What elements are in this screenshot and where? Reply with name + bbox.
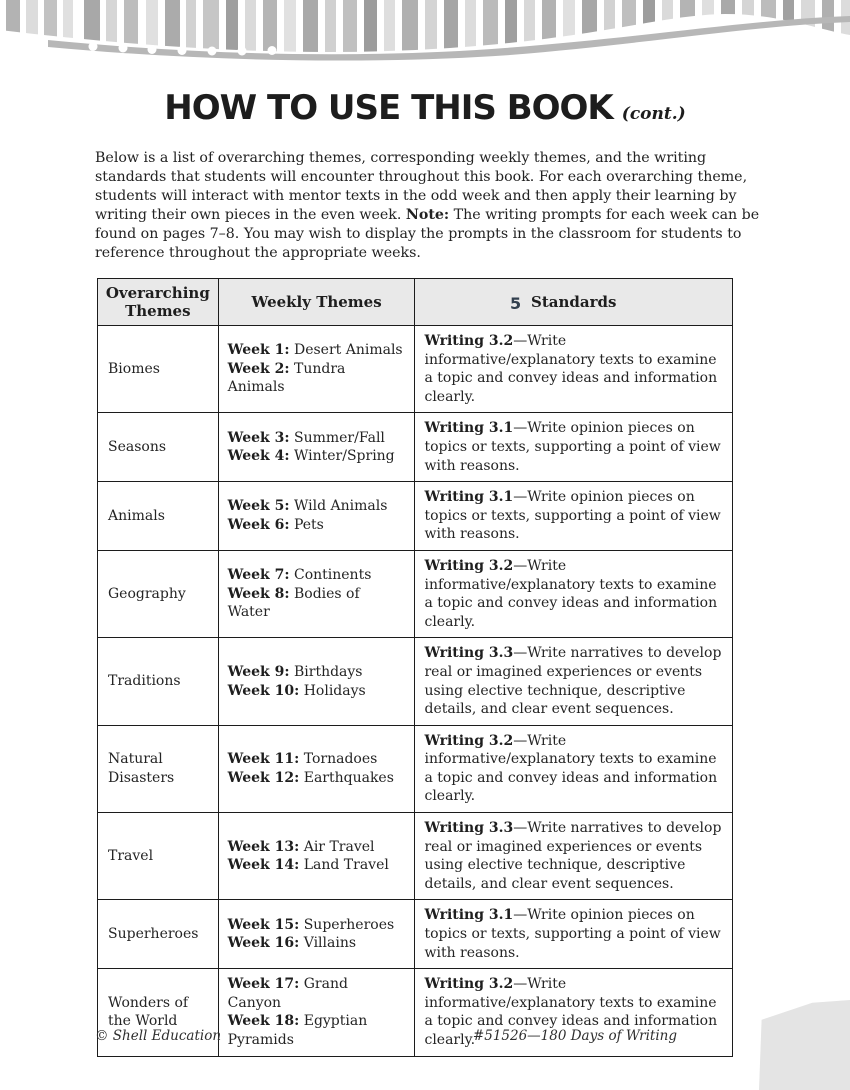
standard-text: —Write opinion pieces on topics or texts, supporting a point of view with reasons. (424, 420, 721, 474)
standard-code: Writing 3.2 (424, 333, 514, 349)
week-line (228, 916, 406, 935)
week-topic: Bodies of Water (227, 585, 360, 621)
overarching-theme-cell (98, 326, 219, 413)
intro-text-before-note: Below is a list of overarching themes, corresponding weekly themes, and the writing standards that students will encounter throughout this book. For each overarching theme, students will interact with mentor texts in the odd week and then apply their learning by writing their own pieces in the even week. (95, 150, 748, 223)
standard-code: Writing 3.1 (424, 907, 514, 924)
week-topic: Earthquakes (303, 769, 394, 786)
theme-label: Geography (108, 585, 186, 602)
theme-label: Animals (108, 507, 165, 524)
overarching-theme-cell (98, 638, 219, 725)
week-label: Week 13: (227, 838, 300, 855)
header-overarching-themes: Overarching Themes (98, 279, 219, 326)
overarching-theme-cell (98, 550, 219, 637)
week-topic: Grand Canyon (227, 976, 348, 1011)
week-line (228, 975, 406, 1012)
week-label: Week 11: (227, 751, 300, 768)
theme-label: Seasons (108, 438, 167, 455)
week-label: Week 6: (227, 517, 290, 534)
week-label: Week 1: (227, 342, 290, 359)
week-topic: Tundra Animals (227, 360, 346, 396)
week-topic: Land Travel (303, 857, 389, 874)
theme-label: Traditions (108, 673, 181, 690)
week-label: Week 9: (227, 663, 290, 680)
book-id-text: #51526—180 Days of Writing (472, 1028, 677, 1044)
header-standards: Standards (415, 279, 733, 326)
week-line (228, 856, 406, 875)
week-line (228, 769, 406, 788)
standard-code: Writing 3.2 (424, 732, 514, 749)
week-topic: Tornadoes (303, 751, 378, 768)
week-label: Week 3: (227, 429, 290, 446)
standard-text: —Write informative/explanatory texts to examine a topic and convey ideas and information clearly. (424, 557, 718, 630)
standard-text: —Write informative/explanatory texts to examine a topic and convey ideas and information clearly. (424, 976, 718, 1048)
week-label: Week 14: (227, 857, 300, 874)
standard-code: Writing 3.2 (424, 976, 514, 993)
standard-text: —Write opinion pieces on topics or texts, supporting a point of view with reasons. (424, 489, 721, 543)
overarching-theme-cell (98, 482, 219, 551)
intro-paragraph (95, 149, 760, 263)
week-line (228, 682, 406, 701)
standard-text: —Write informative/explanatory texts to examine a topic and convey ideas and information clearly. (424, 732, 718, 805)
weekly-themes-cell (218, 900, 415, 969)
standard-text: —Write narratives to develop real or imagined experiences or events using elective technique, descriptive details, and clear event sequences. (424, 645, 722, 718)
overarching-theme-cell (98, 813, 219, 900)
page-title-text: HOW TO USE THIS BOOK (164, 88, 613, 128)
week-label: Week 12: (227, 769, 300, 786)
week-label: Week 8: (227, 585, 290, 602)
theme-label: Biomes (108, 360, 160, 377)
week-topic: Villains (303, 935, 357, 952)
standard-text: —Write opinion pieces on topics or texts, supporting a point of view with reasons. (424, 907, 721, 961)
overarching-theme-cell (98, 413, 219, 482)
top-decoration (0, 0, 850, 66)
weekly-themes-cell (218, 413, 415, 482)
week-line (228, 497, 406, 516)
week-topic: Summer/Fall (293, 429, 385, 446)
standard-code: Writing 3.1 (424, 420, 514, 437)
theme-label: Natural Disasters (108, 751, 175, 786)
week-topic: Continents (293, 567, 372, 584)
page-title-suffix: (cont.) (621, 104, 686, 124)
overarching-theme-cell (98, 900, 219, 969)
week-line (228, 585, 406, 622)
week-line (228, 341, 406, 360)
week-topic: Holidays (303, 682, 366, 699)
intro-text-after-note: The writing prompts for each week can be found on pages 7–8. You may wish to display the prompts in the classroom for students to reference throughout the appropriate weeks. (95, 207, 760, 261)
week-label: Week 15: (227, 916, 300, 933)
week-label: Week 16: (227, 935, 300, 952)
standard-code: Writing 3.2 (424, 557, 514, 574)
note-label: Note: (405, 207, 450, 223)
week-label: Week 10: (227, 682, 300, 699)
standard-code: Writing 3.3 (424, 645, 514, 662)
week-line (228, 360, 406, 397)
week-topic: Winter/Spring (293, 448, 395, 465)
week-topic: Superheroes (303, 916, 395, 933)
weekly-themes-cell (218, 725, 415, 812)
week-label: Week 4: (227, 448, 290, 465)
week-label: Week 18: (227, 1013, 300, 1030)
week-line (228, 838, 406, 857)
theme-label: Travel (108, 847, 154, 864)
week-line (228, 447, 406, 466)
theme-label: Wonders of the World (108, 994, 189, 1030)
week-topic: Egyptian Pyramids (227, 1013, 368, 1048)
week-line (228, 934, 406, 953)
stripes-ribbon-graphic (0, 0, 850, 66)
copyright-text: © Shell Education (95, 1028, 222, 1044)
week-line (228, 750, 406, 769)
page-number: 5 (510, 294, 522, 314)
week-topic: Air Travel (303, 838, 375, 855)
overarching-theme-cell (98, 725, 219, 812)
week-line (228, 516, 406, 535)
standard-text: —Write informative/explanatory texts to examine a topic and convey ideas and information clearly. (424, 333, 718, 405)
standard-code: Writing 3.1 (424, 489, 514, 506)
week-line (228, 429, 406, 448)
header-weekly-themes: Weekly Themes (218, 279, 415, 326)
week-line (228, 663, 406, 682)
week-topic: Wild Animals (293, 498, 388, 515)
week-label: Week 17: (227, 976, 300, 993)
week-line (228, 566, 406, 585)
weekly-themes-cell (218, 482, 415, 551)
weekly-themes-cell (218, 326, 415, 413)
weekly-themes-cell (218, 813, 415, 900)
week-label: Week 2: (227, 360, 290, 377)
weekly-themes-cell (218, 638, 415, 725)
week-topic: Pets (293, 517, 324, 534)
standard-code: Writing 3.3 (424, 820, 514, 837)
theme-label: Superheroes (108, 926, 199, 943)
week-topic: Desert Animals (293, 342, 403, 359)
week-label: Week 5: (227, 498, 290, 515)
week-label: Week 7: (227, 567, 290, 584)
week-topic: Birthdays (293, 663, 363, 680)
weekly-themes-cell (218, 550, 415, 637)
standard-text: —Write narratives to develop real or imagined experiences or events using elective technique, descriptive details, and clear event sequences. (424, 820, 722, 892)
